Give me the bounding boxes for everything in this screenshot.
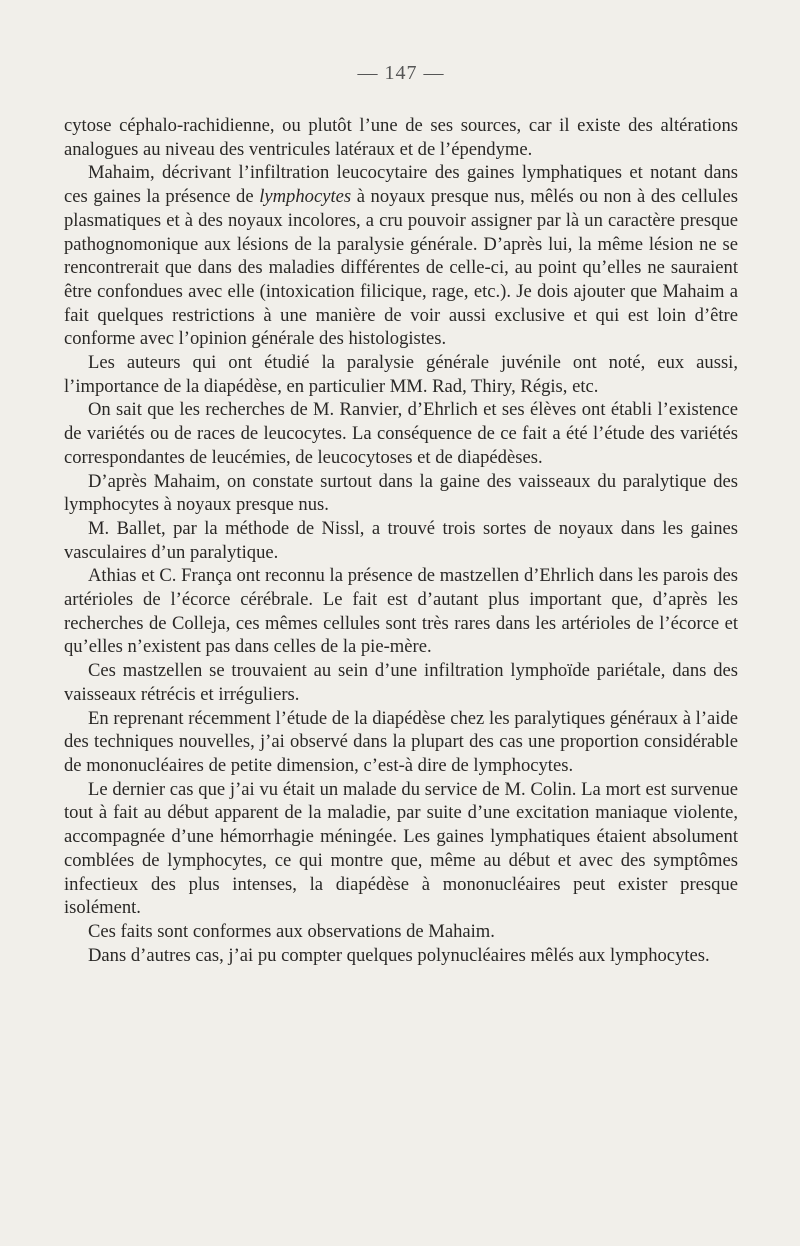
paragraph-9: En reprenant récemment l’étude de la diapédèse chez les paralytiques généraux à l’aide des techniques nouvelles, j’ai observé dans la plupart des cas une proportion considérable de mononucléaires de petite dimension, c’est-à dire de lymphocytes. [64,707,738,776]
paragraph-12: Dans d’autres cas, j’ai pu compter quelques polynucléaires mêlés aux lymphocytes. [88,944,710,966]
paragraph-2 [64,161,738,351]
page-number: — 147 — [357,62,445,84]
paragraph-11: Ces faits sont conformes aux observations de Mahaim. [88,920,495,942]
paragraph-5: D’après Mahaim, on constate surtout dans la gaine des vaisseaux du paralytique des lymphocytes à noyaux presque nus. [64,470,738,516]
body-text [64,114,738,967]
paragraph-6: M. Ballet, par la méthode de Nissl, a trouvé trois sortes de noyaux dans les gaines vasculaires d’un paralytique. [64,517,738,563]
emphasis-lymphocytes: lymphocytes [259,186,352,208]
paragraph-4: On sait que les recherches de M. Ranvier, d’Ehrlich et ses élèves ont établi l’existence de variétés ou de races de leucocytes. La conséquence de ce fait a été l’étude des variétés correspondantes de leucémies, de leucocytoses et de diapédèses. [64,399,738,468]
paragraph-7: Athias et C. França ont reconnu la présence de mastzellen d’Ehrlich dans les parois des artérioles de l’écorce cérébrale. Le fait est d’autant plus important que, d’après les recherches de Colleja, ces mêmes cellules sont très rares dans les artérioles de l’écorce et qu’elles n’existent pas dans celles de la pie-mère. [64,565,738,658]
paragraph-2-after: à noyaux presque nus, mêlés ou non à des cellules plasmatiques et à des noyaux incolores, a cru pouvoir assigner par là un caractère presque pathognomonique aux lésions de la paralysie générale. D’après lui, la même lésion ne se rencontrerait que dans des maladies différentes de celle-ci, au point qu’elles ne sauraient être confondues avec elle (intoxication filicique, rage, etc.). Je dois ajouter que Mahaim a fait quelques restrictions à une manière de voir aussi exclusive et qui est loin d’être conforme avec l’opinion générale des histologistes. [64,186,738,350]
paragraph-1: cytose céphalo-rachidienne, ou plutôt l’une de ses sources, car il existe des altérations analogues au niveau des ventricules latéraux et de l’épendyme. [64,115,738,160]
paragraph-2-before: Mahaim, décrivant l’infiltration leucocytaire des gaines lymphatiques et notant dans ces gaines la présence de [64,162,738,208]
paragraph-10: Le dernier cas que j’ai vu était un malade du service de M. Colin. La mort est survenue tout à fait au début apparent de la maladie, par suite d’une excitation maniaque violente, accompagnée d’une hémorrhagie méningée. Les gaines lymphatiques étaient absolument comblées de lymphocytes, ce qui montre que, même au début et avec des symptômes infectieux des plus intenses, la diapédèse à mononucléaires peut exister presque isolément. [64,778,738,919]
paragraph-3: Les auteurs qui ont étudié la paralysie générale juvénile ont noté, eux aussi, l’importance de la diapédèse, en particulier MM. Rad, Thiry, Régis, etc. [64,352,738,397]
paragraph-8: Ces mastzellen se trouvaient au sein d’une infiltration lymphoïde pariétale, dans des vaisseaux rétrécis et irréguliers. [64,660,738,705]
